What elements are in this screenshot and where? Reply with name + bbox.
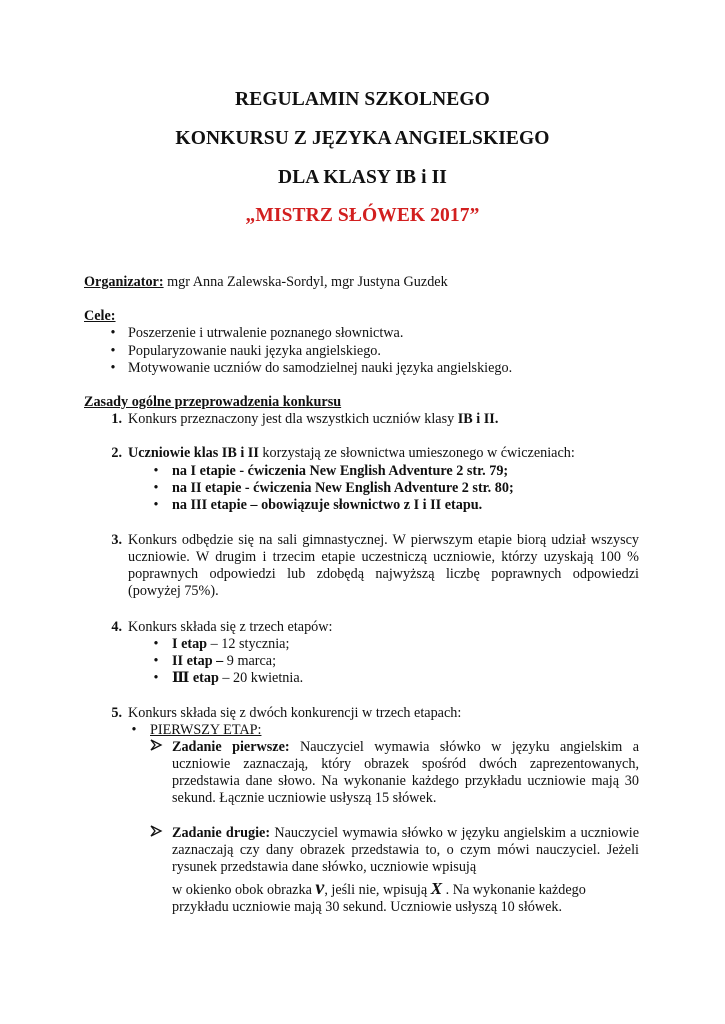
rule-1-classes: IB i II. <box>457 411 499 427</box>
task-2-line2-b: , jeśli nie, wpisują <box>324 882 431 898</box>
stage-date: 9 marca; <box>223 653 277 669</box>
task-2-line2-a: w okienko obok obrazka <box>172 882 316 898</box>
rule-3-text: Konkurs odbędzie się na sali gimnastycznej. W pierwszym etapie biorą udział wszyscy uczniowie. W drugim i trzecim etapie uczestniczą uczniowie, którzy uzyskają 100 % poprawnych odpowiedzi lub zdobędą najwyższą liczbę poprawnych odpowiedzi (powyżej 75%). <box>128 532 639 599</box>
goals-label: Cele: <box>84 308 116 324</box>
task-1-label: Zadanie pierwsze: <box>172 739 290 755</box>
stage-vocab-item: na II etapie - ćwiczenia New English Adventure 2 str. 80; <box>172 480 514 496</box>
arrow-bullet-icon <box>150 738 164 757</box>
title-line-2: KONKURSU Z JĘZYKA ANGIELSKIEGO <box>175 128 550 149</box>
task-2-text <box>172 825 639 876</box>
bullet-icon: • <box>131 722 137 738</box>
stage-name: Ⅲ etap <box>172 670 219 686</box>
task-1-body: Nauczyciel wymawia słówko w języku angielskim a uczniowie zaznaczają, który obrazek spośród dwóch zaprezentowanych, przedstawia dane słowo. Na wykonanie każdego przykładu uczniowie mają 30 sekund. Łącznie uczniowie usłyszą 15 słówek. <box>172 739 639 806</box>
task-2-line2-c: . Na wykonanie każdego <box>442 882 586 898</box>
stage-date-item <box>172 636 725 653</box>
stage-label <box>150 722 710 739</box>
rule-2-classes: Uczniowie klas IB i II <box>128 445 259 461</box>
goal-item: Popularyzowanie nauki języka angielskiego. <box>128 343 381 359</box>
bullet-icon: • <box>110 325 116 341</box>
bullet-icon: • <box>110 360 116 376</box>
bullet-icon: • <box>153 463 159 479</box>
first-stage-label: PIERWSZY ETAP: <box>150 722 262 738</box>
stage-date: – 20 kwietnia. <box>218 670 304 686</box>
rule-number: 1. <box>111 411 122 427</box>
bullet-icon: • <box>153 497 159 513</box>
title-line-3: DLA KLASY IB i II <box>278 167 447 188</box>
task-2-label: Zadanie drugie: <box>172 825 271 841</box>
rule-5-text: Konkurs składa się z dwóch konkurencji w trzech etapach: <box>128 705 462 721</box>
rule-2-body: korzystają ze słownictwa umieszonego w ćwiczeniach: <box>258 445 575 461</box>
bullet-icon: • <box>110 343 116 359</box>
bullet-icon: • <box>153 653 159 669</box>
rule-2-text <box>128 445 688 462</box>
stage-vocab-item: na I etapie - ćwiczenia New English Adventure 2 str. 79; <box>172 463 509 479</box>
rule-number: 3. <box>111 532 122 548</box>
bullet-icon: • <box>153 480 159 496</box>
stage-date: – 12 stycznia; <box>207 636 290 652</box>
task-2-last-line: przykładu uczniowie mają 30 sekund. Uczniowie usłyszą 10 słówek. <box>172 899 563 915</box>
goal-item: Motywowanie uczniów do samodzielnej nauki języka angielskiego. <box>128 360 513 376</box>
mark-x-symbol: X <box>430 879 443 898</box>
rule-number: 4. <box>111 619 122 635</box>
organizer-label: Organizator: <box>84 274 164 290</box>
task-1-text <box>172 739 639 807</box>
rule-4-text: Konkurs składa się z trzech etapów: <box>128 619 333 635</box>
stage-name: I etap <box>172 636 208 652</box>
rule-1-body: Konkurs przeznaczony jest dla wszystkich uczniów klasy <box>128 411 458 427</box>
rules-heading <box>84 394 644 411</box>
stage-name: II etap – <box>172 653 224 669</box>
rules-label: Zasady ogólne przeprowadzenia konkursu <box>84 394 342 410</box>
rule-number: 2. <box>111 445 122 461</box>
bullet-icon: • <box>153 670 159 686</box>
title-contest-name: „MISTRZ SŁÓWEK 2017” <box>245 205 480 226</box>
goal-item: Poszerzenie i utrwalenie poznanego słownictwa. <box>128 325 404 341</box>
title-line-1: REGULAMIN SZKOLNEGO <box>235 89 490 110</box>
arrow-bullet-icon <box>150 824 164 843</box>
stage-date-item <box>172 670 725 687</box>
task-2-marks-line <box>172 877 639 899</box>
bullet-icon: • <box>153 636 159 652</box>
organizer-line <box>84 274 644 291</box>
task-2-body: Nauczyciel wymawia słówko w języku angielskim a uczniowie zaznaczają czy dany obrazek przedstawia to, o czym mówi nauczyciel. Jeżeli rysunek przedstawia dane słówko, uczniowie wpisują <box>172 825 639 875</box>
rule-number: 5. <box>111 705 122 721</box>
stage-vocab-item: na III etapie – obowiązuje słownictwo z I i II etapu. <box>172 497 483 513</box>
stage-date-item <box>172 653 725 670</box>
organizer-value: mgr Anna Zalewska-Sordyl, mgr Justyna Guzdek <box>163 274 448 290</box>
mark-v-symbol: v <box>315 877 325 899</box>
rule-1-text <box>128 411 688 428</box>
goals-heading <box>84 308 644 325</box>
